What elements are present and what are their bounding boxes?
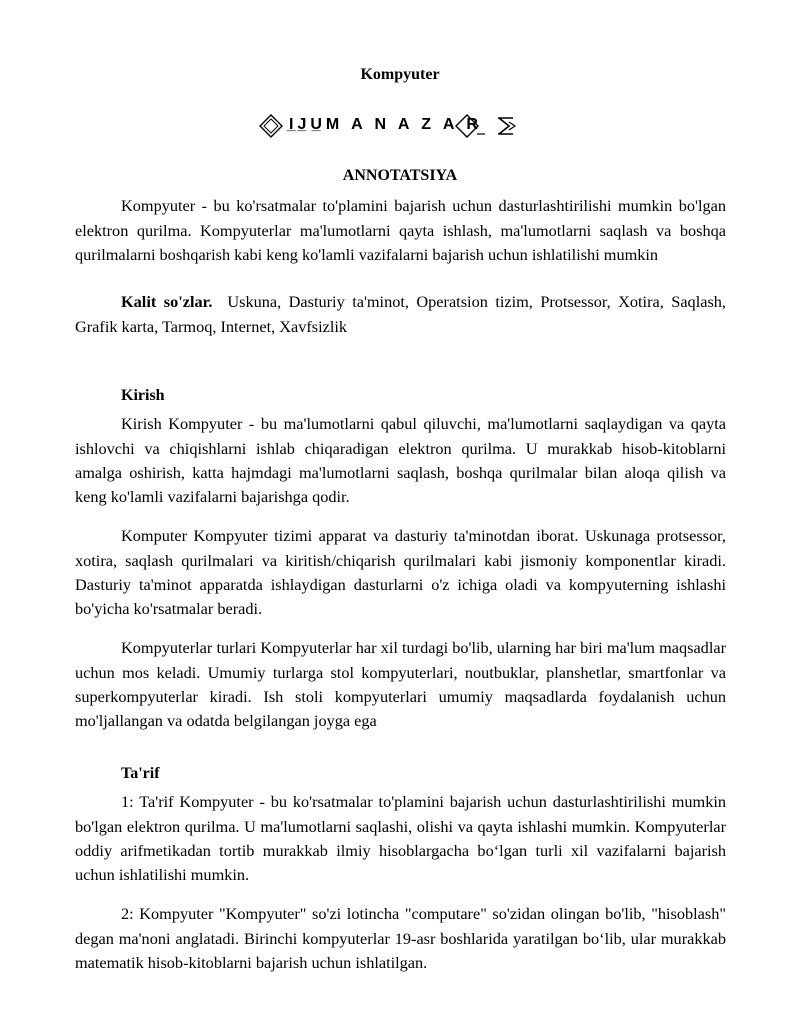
kirish-heading: Kirish: [121, 387, 165, 404]
ornament-glyph-icon: [495, 112, 519, 140]
tarif-paragraph-1: 1: Ta'rif Kompyuter - bu ko'rsatmalar to'plamini bajarish uchun dasturlashtirilishi mumkin bo'lgan elektron qurilma. U ma'lumotlarni saqlashi, olishi va qayta ishlashi mumkin. Kompyuterlar oddiy arifmetikadan tortib murakkab ilmiy hisoblargacha bo‘lgan turli xil vazifalarni bajarish uchun ishlatilishi mumkin.: [75, 792, 726, 884]
keywords-text: Uskuna, Dasturiy ta'minot, Operatsion tizim, Protsessor, Xotira, Saqlash, Grafik karta, Tarmoq, Internet, Xavfsizlik: [75, 292, 726, 336]
diamond-right-icon: [455, 112, 485, 140]
annotation-heading: ANNOTATSIYA: [342, 167, 458, 184]
tarif-heading: Ta'rif: [121, 765, 160, 782]
keywords-label: Kalit so'zlar.: [121, 292, 213, 312]
decorative-heading-text: I̲J̲U̲M A N A Z A R: [289, 116, 482, 133]
tarif-paragraph-2: 2: Kompyuter "Kompyuter" so'zi lotincha "computare" so'zidan olingan bo'lib, "hisoblash" degan ma'noni anglatadi. Birinchi kompyuterlar 19-asr boshlarida yaratilgan bo‘lib, ular murakkab matematik hisob-kitoblarni bajarish uchun ishlatilgan.: [75, 904, 726, 972]
annotation-paragraph: Kompyuter - bu ko'rsatmalar to'plamini bajarish uchun dasturlashtirilishi mumkin bo'lgan elektron qurilma. Kompyuterlar ma'lumotlarni qayta ishlash, ma'lumotlarni saqlash va boshqa qurilmalarni boshqarish kabi keng ko'lamli vazifalarni bajarish uchun ishlatilishi mumkin: [75, 196, 726, 264]
diamond-left-icon: [259, 112, 289, 140]
keywords-paragraph: [75, 290, 726, 338]
kirish-paragraph-1: Kirish Kompyuter - bu ma'lumotlarni qabul qiluvchi, ma'lumotlarni saqlaydigan va qayta ishlovchi va chiqishlarni ishlab chiqaradigan elektron qurilma. U murakkab hisob-kitoblarni amalga oshirish, katta hajmdagi ma'lumotlarni saqlash, boshqa qurilmalar bilan aloqa qilish va keng ko'lamli vazifalarni bajarishga qodir.: [75, 414, 726, 506]
kirish-paragraph-3: Kompyuterlar turlari Kompyuterlar har xil turdagi bo'lib, ularning har biri ma'lum maqsadlar uchun mos keladi. Umumiy turlarga stol kompyuterlari, noutbuklar, planshetlar, smartfonlar va superkompyuterlar kiradi. Ish stoli kompyuterlari umumiy maqsadlarda foydalanish uchun mo'ljallangan va odatda belgilangan joyga ega: [75, 638, 726, 730]
document-title: Kompyuter: [360, 66, 440, 83]
kirish-paragraph-2: Komputer Kompyuter tizimi apparat va dasturiy ta'minotdan iborat. Uskunaga protsessor, xotira, saqlash qurilmalari va kiritish/chiqarish qurilmalari kabi jismoniy komponentlar kiradi. Dasturiy ta'minot apparatda ishlaydigan dasturlarni o'z ichiga oladi va kompyuterning ishlashi bo'yicha ko'rsatmalar beradi.: [75, 526, 726, 618]
decorative-heading-ornament: [255, 112, 545, 140]
